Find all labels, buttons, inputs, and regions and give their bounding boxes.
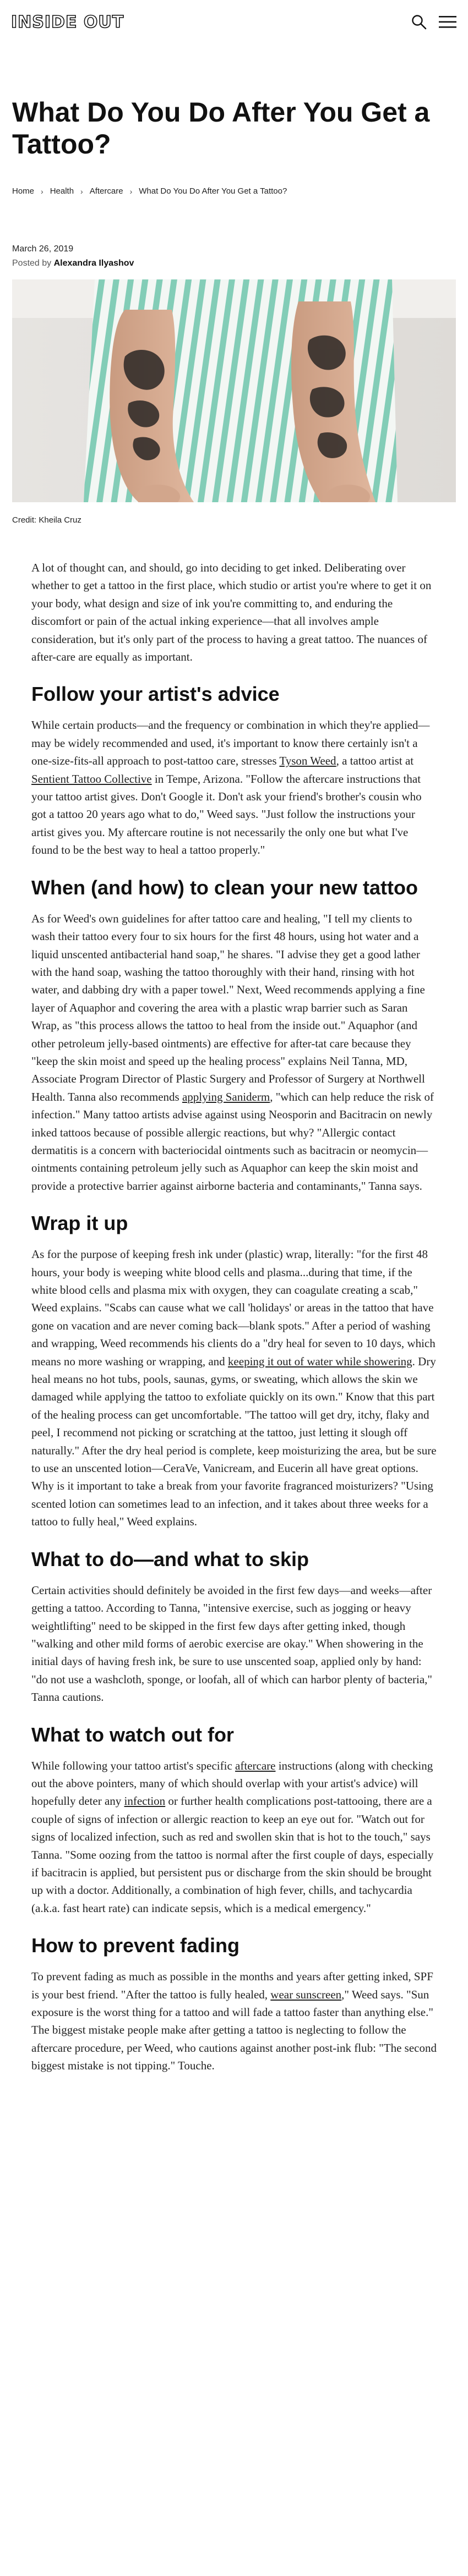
text-run: While certain products—and the frequency or combination in which they're applied—may be widely recommended and used, it's important to know there certainly isn't a one-size-fits-all approach to post-tattoo care, stresses: [31, 718, 430, 768]
image-credit: Credit: Kheila Cruz: [12, 515, 81, 525]
text-run: or further health complications post-tattooing, there are a couple of signs of infection or allergic reaction to keep an eye out for. "Watch out for signs of localized infection, such as red and swollen skin that is hot to the touch," says Tanna. "Some oozing from the tattoo is normal after the first couple of days, especially if bacitracin is applied, but persistent pus or discharge from the skin should be brought up with a doctor. Additionally, a combination of high fever, chills, and tachycardia (a.k.a. fast heart rate) can indicate sepsis, which is a medical emergency.": [31, 1794, 434, 1915]
publish-date: March 26, 2019: [12, 244, 74, 254]
header-actions: [410, 13, 457, 31]
paragraph: [31, 1757, 437, 1918]
link-keeping-out-of-water[interactable]: keeping it out of water while showering: [227, 1354, 412, 1368]
chevron-right-icon: ›: [129, 186, 133, 196]
text-run: . Dry heal means no hot tubs, pools, saunas, gyms, or sweating, which allows the skin we damaged while applying the tattoo to exfoliate quickly on its own." Know that this part of the healing process can get uncomfortable. "The tattoo will get dry, itchy, flaky and peel, I recommend not picking or scratching at the tattoo, just letting it slough off naturally." After the dry heal period is complete, keep moisturizing the area, but be sure to use an unscented lotion—CeraVe, Vanicream, and Eucerin all have great options. Why is it important to take a break from your favorite fragranced moisturizers? "Using scented lotion can sometimes lead to an infection, and it takes about three weeks for a tattoo to fully heal," Weed explains.: [31, 1354, 437, 1529]
article-title: What Do You Do After You Get a Tattoo?: [12, 97, 430, 160]
link-infection[interactable]: infection: [124, 1794, 166, 1808]
paragraph: Certain activities should definitely be avoided in the first few days—and weeks—after getting a tattoo. According to Tanna, "intensive exercise, such as jogging or heavy weightlifting" need to be skipped in the first few days after getting inked, though "walking and other mild forms of aerobic exercise are okay." When showering in the initial days of having fresh ink, be sure to use unscented soap, applied only by hand: "do not use a washcloth, sponge, or loofah, all of which can harbor plenty of bacteria," Tanna cautions.: [31, 1583, 433, 1704]
link-wear-sunscreen[interactable]: wear sunscreen: [270, 1987, 342, 2001]
text-run: ," Weed says. "Sun exposure is the worst thing for a tattoo and will fade a tattoo faster than anything else." The biggest mistake people make after getting a tattoo is neglecting to follow the aftercare procedure, per Weed, who cautions against another post-ink flub: "The second biggest mistake is not tipping." Touche.: [31, 1987, 437, 2073]
site-header: [0, 0, 468, 44]
section-heading: Wrap it up: [31, 1212, 128, 1235]
text-run: As for the purpose of keeping fresh ink under (plastic) wrap, literally: "for the first 48 hours, your body is weeping white blood cells and plasma...during that time, if the white blood cells and plasma mix with oxygen, they can coagulate creating a scab," Weed explains. "Scabs can cause what we call 'holidays' or areas in the tattoo that have gone on vacation and are never coming back—blank spots." After a period of washing and wrapping, Weed recommends his clients do a "dry heal for seven to 10 days, which means no more washing or wrapping, and: [31, 1248, 436, 1368]
paragraph: [31, 1968, 437, 2074]
chevron-right-icon: ›: [80, 186, 83, 196]
breadcrumb-aftercare[interactable]: Aftercare: [89, 186, 123, 196]
breadcrumb: [12, 186, 456, 196]
section-heading: What to watch out for: [31, 1723, 234, 1746]
text-run: To prevent fading as much as possible in the months and years after getting inked, SPF is your best friend. "After the tattoo is fully healed,: [31, 1970, 433, 2001]
text-run: instructions (along with checking out the above pointers, many of which should overlap with your artist's advice) will hopefully deter any: [31, 1759, 433, 1808]
posted-by-label: Posted by: [12, 259, 52, 268]
text-run: While following your tattoo artist's specific: [31, 1759, 236, 1772]
breadcrumb-current: What Do You Do After You Get a Tattoo?: [139, 186, 287, 196]
byline: [12, 259, 456, 268]
hamburger-menu-icon[interactable]: [438, 13, 457, 31]
paragraph: [31, 716, 437, 859]
text-run: , "which can help reduce the risk of infection." Many tattoo artists advise against using Neosporin and Bacitracin on newly inked tattoos because of possible allergic reactions, but why? "Allergic contact dermatitis is a concern with bacteriocidal ointments such as bacitracin or neomycin—ointments containing petroleum jelly such as Aquaphor can keep the skin moist and provide a protective barrier against airborne bacteria and contaminants," Tanna says.: [31, 1090, 434, 1193]
intro-paragraph: A lot of thought can, and should, go into deciding to get inked. Deliberating over whether to get a tattoo in the first place, which studio or artist you're where to get it on your body, what design and size of ink you're committing to, and enduring the discomfort or pain of the actual inking experience—that all involves ample consideration, but it's only part of the process to having a great tattoo. The nuances of after-care are equally as important.: [31, 561, 432, 664]
link-tyson-weed[interactable]: Tyson Weed: [279, 754, 336, 768]
section-heading: What to do—and what to skip: [31, 1547, 309, 1570]
author-name[interactable]: Alexandra Ilyashov: [53, 259, 134, 268]
paragraph: [31, 1245, 437, 1531]
search-icon[interactable]: [410, 13, 428, 31]
breadcrumb-home[interactable]: Home: [12, 186, 35, 196]
text-run: As for Weed's own guidelines for after tattoo care and healing, "I tell my clients to wash their tattoo every four to six hours for the first 48 hours, using hot water and a liquid unscented antibacterial hand soap," he shares. "I advise they get a good lather with the hand soap, washing the tattoo thoroughly with their hand, rinsing with hot water, and dabbing dry with a paper towel." Next, Weed recommends applying a fine layer of Aquaphor and covering the area with a plastic wrap barrier such as Saran Wrap, as "this process allows the tattoo to heal from the inside out." Aquaphor (and other petroleum jelly-based ointments) are effective for after-tat care because they "keep the skin moist and speed up the healing process" explains Neil Tanna, MD, Associate Program Director of Plastic Surgery and Professor of Surgery at Northwell Health. Tanna also recommends: [31, 911, 425, 1103]
hero-image: [12, 279, 456, 502]
link-aftercare[interactable]: aftercare: [235, 1759, 276, 1772]
site-logo[interactable]: INSIDE OUT: [11, 12, 124, 32]
breadcrumb-health[interactable]: Health: [50, 186, 74, 196]
text-run: in Tempe, Arizona. "Follow the aftercare instructions that your tattoo artist gives. Don't Google it. Don't ask your friend's brother's cousin who got a tattoo 20 years ago what to do," Weed says. "Just follow the instructions your artist gives you. My aftercare routine is not necessarily the only one but what I've found to be the best way to heal a tattoo properly.": [31, 772, 422, 857]
article-body: [31, 559, 437, 2075]
page-bottom-spacer: [0, 2089, 468, 2111]
section-heading: How to prevent fading: [31, 1934, 240, 1957]
section-heading: Follow your artist's advice: [31, 683, 280, 706]
link-sentient-tattoo-collective[interactable]: Sentient Tattoo Collective: [31, 772, 152, 786]
link-applying-saniderm[interactable]: applying Saniderm: [182, 1090, 270, 1103]
section-heading: When (and how) to clean your new tattoo: [31, 876, 418, 899]
text-run: , a tattoo artist at: [336, 754, 414, 768]
paragraph: [31, 910, 437, 1195]
chevron-right-icon: ›: [41, 186, 43, 196]
